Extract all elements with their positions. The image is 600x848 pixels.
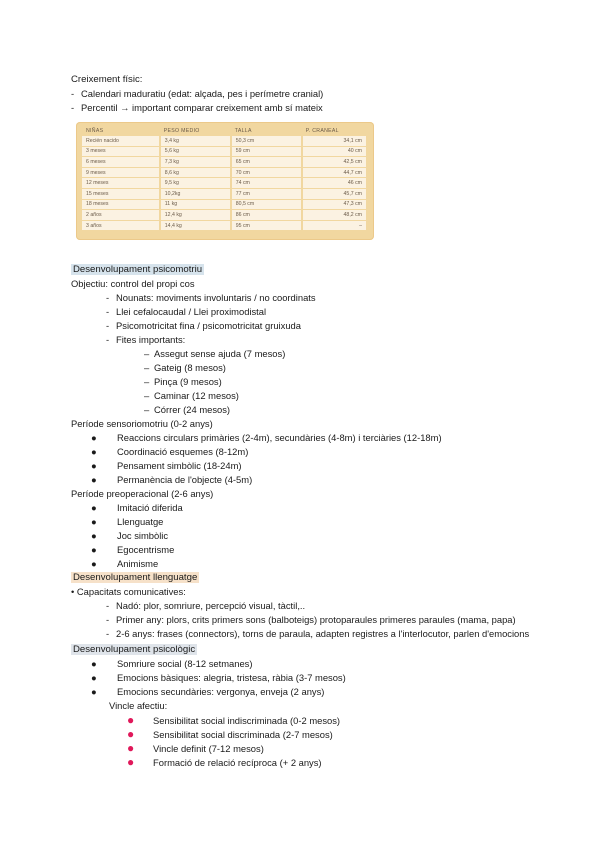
list-item: - Nadó: plor, somriure, percepció visual, tàctil,.. <box>106 600 306 611</box>
bullet-item: ● Imitació diferida <box>91 502 183 513</box>
growth-item: - Percentil → important comparar creixement amb sí mateix <box>71 102 323 113</box>
col-header: PESO MEDIO <box>163 127 200 134</box>
table-row: 2 años 12,4 kg 86 cm 48,2 cm <box>82 210 367 221</box>
bullet-item: ● Joc simbòlic <box>91 530 169 541</box>
preoperational-title: Període preoperacional (2-6 anys) <box>71 488 214 499</box>
section-title-language: Desenvolupament llenguatge <box>73 572 198 583</box>
sensorimotor-title: Període sensoriomotriu (0-2 anys) <box>71 418 213 429</box>
bullet-item: ● Reaccions circulars primàries (2-4m), secundàries (4-8m) i terciàries (12-18m) <box>91 432 442 443</box>
attachment-item: ● Sensibilitat social discriminada (2-7 mesos) <box>127 727 333 741</box>
milestone-item: – Pinça (9 mesos) <box>144 376 222 387</box>
milestone-item: – Córrer (24 mesos) <box>144 404 231 415</box>
milestone-item: – Caminar (12 mesos) <box>144 390 239 401</box>
section-title-psychological: Desenvolupament psicològic <box>73 644 196 655</box>
bullet-item: ● Coordinació esquemes (8-12m) <box>91 446 249 457</box>
list-item: - Nounats: moviments involuntaris / no coordinats <box>106 292 316 303</box>
milestone-item: – Gateig (8 mesos) <box>144 362 226 373</box>
language-subtitle: • Capacitats comunicatives: <box>71 586 186 597</box>
psychomotor-objective: Objectiu: control del propi cos <box>71 278 195 289</box>
table-row: 18 meses 11 kg 80,5 cm 47,3 cm <box>82 199 367 210</box>
growth-title: Creixement físic: <box>71 74 143 85</box>
bullet-item: ● Somriure social (8-12 setmanes) <box>91 658 253 669</box>
attachment-item: ● Formació de relació recíproca (+ 2 anys) <box>127 755 322 769</box>
list-item: - Fites importants: <box>106 334 186 345</box>
bullet-item: ● Llenguatge <box>91 516 164 527</box>
col-header: NIÑAS <box>86 127 104 134</box>
col-header: P. CRANEAL <box>305 127 339 134</box>
table-row: 15 meses 10,2kg 77 cm 45,7 cm <box>82 188 367 199</box>
col-header: TALLA <box>234 127 252 134</box>
growth-item: - Calendari maduratiu (edat: alçada, pes i perímetre cranial) <box>71 88 324 99</box>
bullet-item: ● Egocentrisme <box>91 544 175 555</box>
growth-table <box>82 125 368 231</box>
attachment-item: ● Sensibilitat social indiscriminada (0-2 mesos) <box>127 713 341 727</box>
table-row: Recién nacido 3,4 kg 50,3 cm 34,1 cm <box>82 136 367 146</box>
bullet-item: ● Emocions secundàries: vergonya, enveja (2 anys) <box>91 686 325 697</box>
list-item: - 2-6 anys: frases (connectors), torns de paraula, adapten registres a l'interlocutor, parlen d'emocions <box>106 628 530 639</box>
table-row: 3 años 14,4 kg 95 cm – <box>82 220 367 231</box>
attachment-item: ● Vincle definit (7-12 mesos) <box>127 741 264 755</box>
bullet-item: ● Emocions bàsiques: alegria, tristesa, ràbia (3-7 mesos) <box>91 672 346 683</box>
list-item: - Psicomotricitat fina / psicomotricitat gruixuda <box>106 320 301 331</box>
table-row: 6 meses 7,3 kg 65 cm 42,5 cm <box>82 157 367 168</box>
table-row: 9 meses 8,6 kg 70 cm 44,7 cm <box>82 167 367 178</box>
growth-table-image <box>76 122 374 240</box>
table-row: 12 meses 9,5 kg 74 cm 46 cm <box>82 178 367 189</box>
bullet-item: ● Animisme <box>91 558 159 569</box>
milestone-item: – Assegut sense ajuda (7 mesos) <box>144 348 286 359</box>
attachment-title: Vincle afectiu: <box>109 700 168 711</box>
section-title-psychomotor: Desenvolupament psicomotriu <box>73 264 203 275</box>
table-header-row <box>82 125 367 136</box>
list-item: - Primer any: plors, crits primers sons (balboteigs) protoparaules primeres paraules (mama, papa) <box>106 614 516 625</box>
table-row: 3 meses 5,6 kg 59 cm 40 cm <box>82 146 367 157</box>
bullet-item: ● Permanència de l'objecte (4-5m) <box>91 474 253 485</box>
bullet-item: ● Pensament simbòlic (18-24m) <box>91 460 242 471</box>
list-item: - Llei cefalocaudal / Llei proximodistal <box>106 306 267 317</box>
